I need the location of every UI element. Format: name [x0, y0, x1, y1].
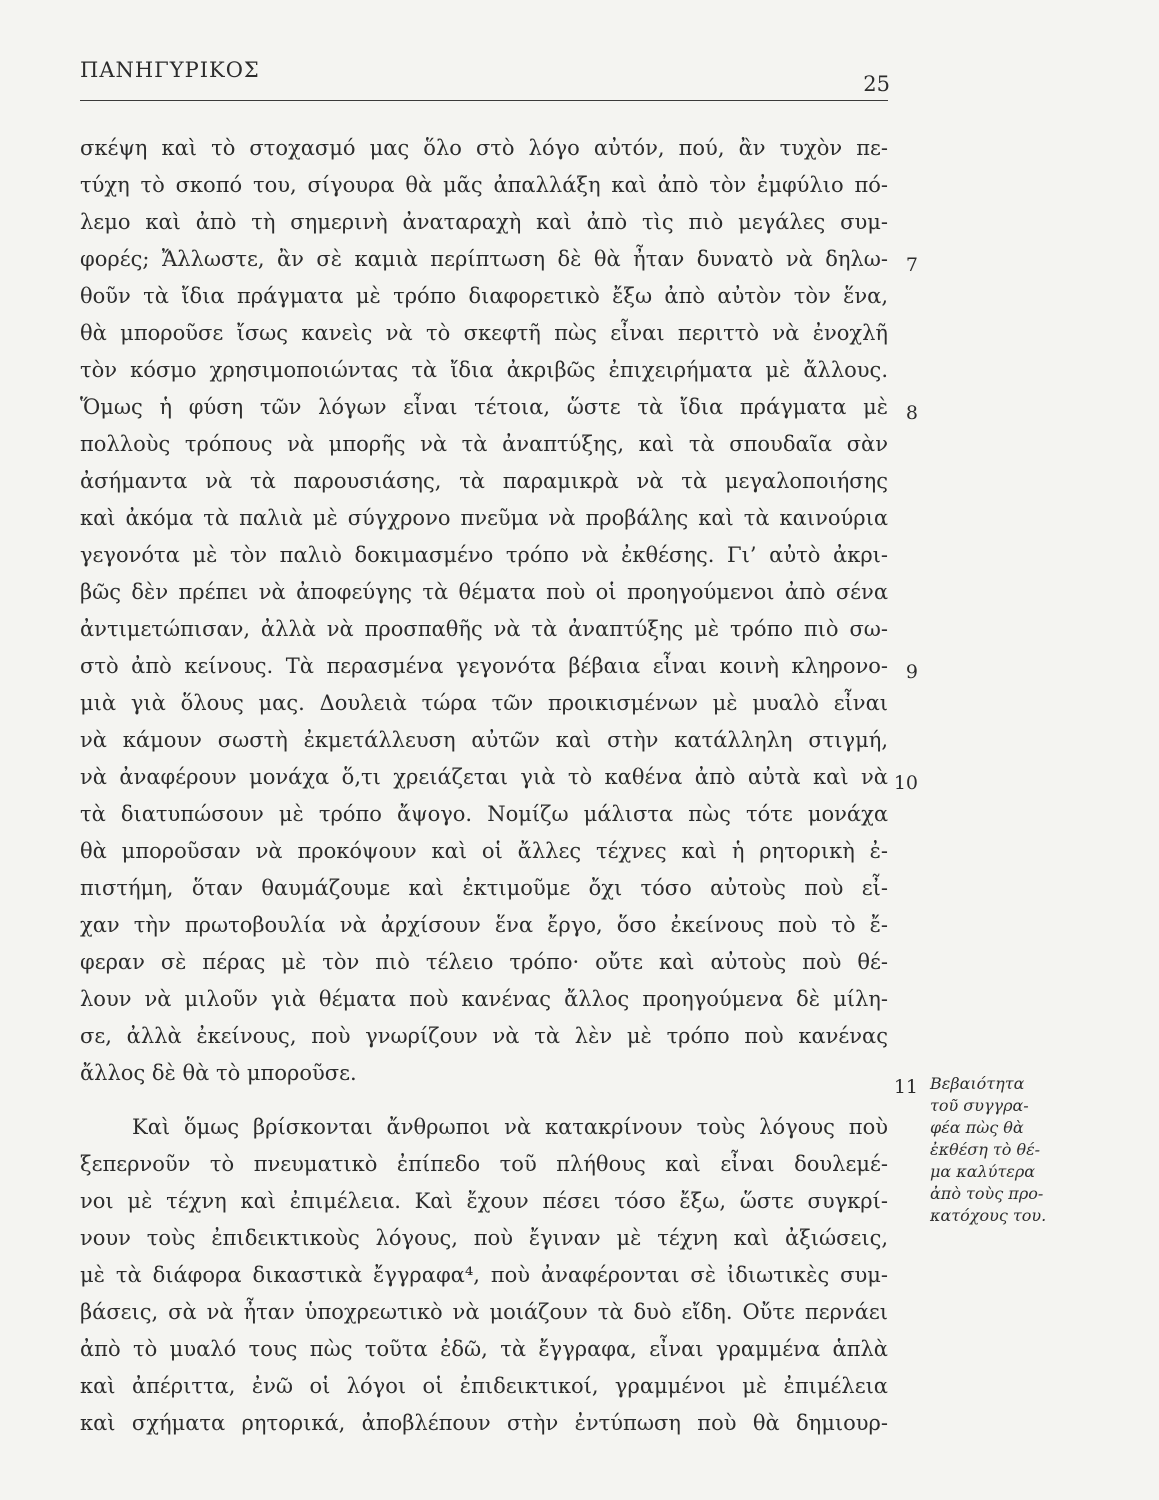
text-line: λεμο καὶ ἀπὸ τὴ σημερινὴ ἀναταραχὴ καὶ ἀπὸ τὶς πιὸ μεγάλες συμ- — [80, 210, 888, 234]
margin-note-line: ἐκθέση τὸ θέ- — [930, 1140, 1041, 1159]
margin-note-line: τοῦ συγγρα- — [930, 1096, 1029, 1115]
text-line: νουν τοὺς ἐπιδεικτικοὺς λόγους, ποὺ ἔγιναν μὲ τέχνη καὶ ἀξιώσεις, — [80, 1226, 888, 1250]
text-line: ἀπὸ τὸ μυαλό τους πὼς τοῦτα ἐδῶ, τὰ ἔγγραφα, εἶναι γραμμένα ἁπλὰ — [80, 1337, 888, 1361]
margin-note-line: φέα πὼς θὰ — [930, 1118, 1024, 1137]
section-number: 8 — [905, 402, 918, 424]
text-line: πιστήμη, ὅταν θαυμάζουμε καὶ ἐκτιμοῦμε ὄχι τόσο αὐτοὺς ποὺ εἶ- — [80, 876, 888, 900]
section-number: 11 — [893, 1076, 918, 1098]
text-line: μὲ τὰ διάφορα δικαστικὰ ἔγγραφα⁴, ποὺ ἀναφέρονται σὲ ἰδιωτικὲς συμ- — [80, 1263, 888, 1287]
text-line: σε, ἀλλὰ ἐκείνους, ποὺ γνωρίζουν νὰ τὰ λὲν μὲ τρόπο ποὺ κανένας — [80, 1024, 888, 1048]
text-line: φεραν σὲ πέρας μὲ τὸν πιὸ τέλειο τρόπο· οὔτε καὶ αὐτοὺς ποὺ θέ- — [80, 950, 888, 974]
section-number: 10 — [893, 772, 918, 794]
text-line: Ὅμως ἡ φύση τῶν λόγων εἶναι τέτοια, ὥστε τὰ ἴδια πράγματα μὲ — [80, 395, 888, 419]
text-line: λουν νὰ μιλοῦν γιὰ θέματα ποὺ κανένας ἄλλος προηγούμενα δὲ μίλη- — [80, 987, 888, 1011]
text-line: θοῦν τὰ ἴδια πράγματα μὲ τρόπο διαφορετικὸ ἔξω ἀπὸ αὐτὸν τὸν ἕνα, — [80, 284, 888, 308]
text-line: στὸ ἀπὸ κείνους. Τὰ περασμένα γεγονότα βέβαια εἶναι κοινὴ κληρονο- — [80, 654, 888, 678]
text-line: γεγονότα μὲ τὸν παλιὸ δοκιμασμένο τρόπο νὰ ἐκθέσης. Γι’ αὐτὸ ἀκρι- — [80, 543, 888, 567]
text-line: θὰ μποροῦσαν νὰ προκόψουν καὶ οἱ ἄλλες τέχνες καὶ ἡ ρητορικὴ ἐ- — [80, 839, 888, 863]
margin-note-line: μα καλύτερα — [930, 1162, 1036, 1181]
text-line: ἄλλος δὲ θὰ τὸ μποροῦσε. — [80, 1061, 357, 1085]
section-number: 9 — [905, 661, 918, 683]
margin-note-line: κατόχους του. — [930, 1206, 1047, 1225]
text-line: βῶς δὲν πρέπει νὰ ἀποφεύγης τὰ θέματα ποὺ οἱ προηγούμενοι ἀπὸ σένα — [80, 580, 888, 604]
text-line: Καὶ ὅμως βρίσκονται ἄνθρωποι νὰ κατακρίνουν τοὺς λόγους ποὺ — [132, 1115, 888, 1139]
header-rule — [80, 100, 888, 101]
text-line: καὶ σχήματα ρητορικά, ἀποβλέπουν στὴν ἐντύπωση ποὺ θὰ δημιουρ- — [80, 1411, 888, 1435]
margin-note-line: Βεβαιότητα — [930, 1074, 1025, 1093]
text-line: τὰ διατυπώσουν μὲ τρόπο ἄψογο. Νομίζω μάλιστα πὼς τότε μονάχα — [80, 802, 888, 826]
running-title: ΠΑΝΗΓΥΡΙΚΟΣ — [80, 58, 260, 82]
text-line: τὸν κόσμο χρησιμοποιώντας τὰ ἴδια ἀκριβῶς ἐπιχειρήματα μὲ ἄλλους. — [80, 358, 888, 382]
text-line: καὶ ἀκόμα τὰ παλιὰ μὲ σύγχρονο πνεῦμα νὰ προβάλης καὶ τὰ καινούρια — [80, 506, 888, 530]
text-line: καὶ ἀπέριττα, ἐνῶ οἱ λόγοι οἱ ἐπιδεικτικοί, γραμμένοι μὲ ἐπιμέλεια — [80, 1374, 888, 1398]
page-number: 25 — [863, 72, 890, 96]
text-line: βάσεις, σὰ νὰ ἦταν ὑποχρεωτικὸ νὰ μοιάζουν τὰ δυὸ εἴδη. Οὔτε περνάει — [80, 1300, 888, 1324]
text-line: θὰ μποροῦσε ἴσως κανεὶς νὰ τὸ σκεφτῆ πὼς εἶναι περιττὸ νὰ ἐνοχλῆ — [80, 321, 888, 345]
text-line: τύχη τὸ σκοπό του, σίγουρα θὰ μᾶς ἀπαλλάξη καὶ ἀπὸ τὸν ἐμφύλιο πό- — [80, 173, 888, 197]
text-line: νοι μὲ τέχνη καὶ ἐπιμέλεια. Καὶ ἔχουν πέσει τόσο ἔξω, ὥστε συγκρί- — [80, 1189, 888, 1213]
text-line: νὰ ἀναφέρουν μονάχα ὅ,τι χρειάζεται γιὰ τὸ καθένα ἀπὸ αὐτὰ καὶ νὰ — [80, 765, 888, 789]
text-line: ξεπερνοῦν τὸ πνευματικὸ ἐπίπεδο τοῦ πλήθους καὶ εἶναι δουλεμέ- — [80, 1152, 888, 1176]
text-line: σκέψη καὶ τὸ στοχασμό μας ὅλο στὸ λόγο αὐτόν, πού, ἂν τυχὸν πε- — [80, 136, 888, 160]
text-line: φορές; Ἄλλωστε, ἂν σὲ καμιὰ περίπτωση δὲ θὰ ἦταν δυνατὸ νὰ δηλω- — [80, 247, 888, 271]
margin-note-line: ἀπὸ τοὺς προ- — [930, 1184, 1044, 1203]
margin-note — [930, 1073, 1100, 1227]
text-line: ἀσήμαντα νὰ τὰ παρουσιάσης, τὰ παραμικρὰ νὰ τὰ μεγαλοποιήσης — [80, 469, 888, 493]
text-line: πολλοὺς τρόπους νὰ μπορῆς νὰ τὰ ἀναπτύξης, καὶ τὰ σπουδαῖα σὰν — [80, 432, 888, 456]
text-line: ἀντιμετώπισαν, ἀλλὰ νὰ προσπαθῆς νὰ τὰ ἀναπτύξης μὲ τρόπο πιὸ σω- — [80, 617, 888, 641]
text-line: χαν τὴν πρωτοβουλία νὰ ἀρχίσουν ἕνα ἔργο, ὅσο ἐκείνους ποὺ τὸ ἔ- — [80, 913, 888, 937]
section-number: 7 — [905, 254, 918, 276]
text-line: νὰ κάμουν σωστὴ ἐκμετάλλευση αὐτῶν καὶ στὴν κατάλληλη στιγμή, — [80, 728, 888, 752]
text-line: μιὰ γιὰ ὅλους μας. Δουλειὰ τώρα τῶν προικισμένων μὲ μυαλὸ εἶναι — [80, 691, 888, 715]
